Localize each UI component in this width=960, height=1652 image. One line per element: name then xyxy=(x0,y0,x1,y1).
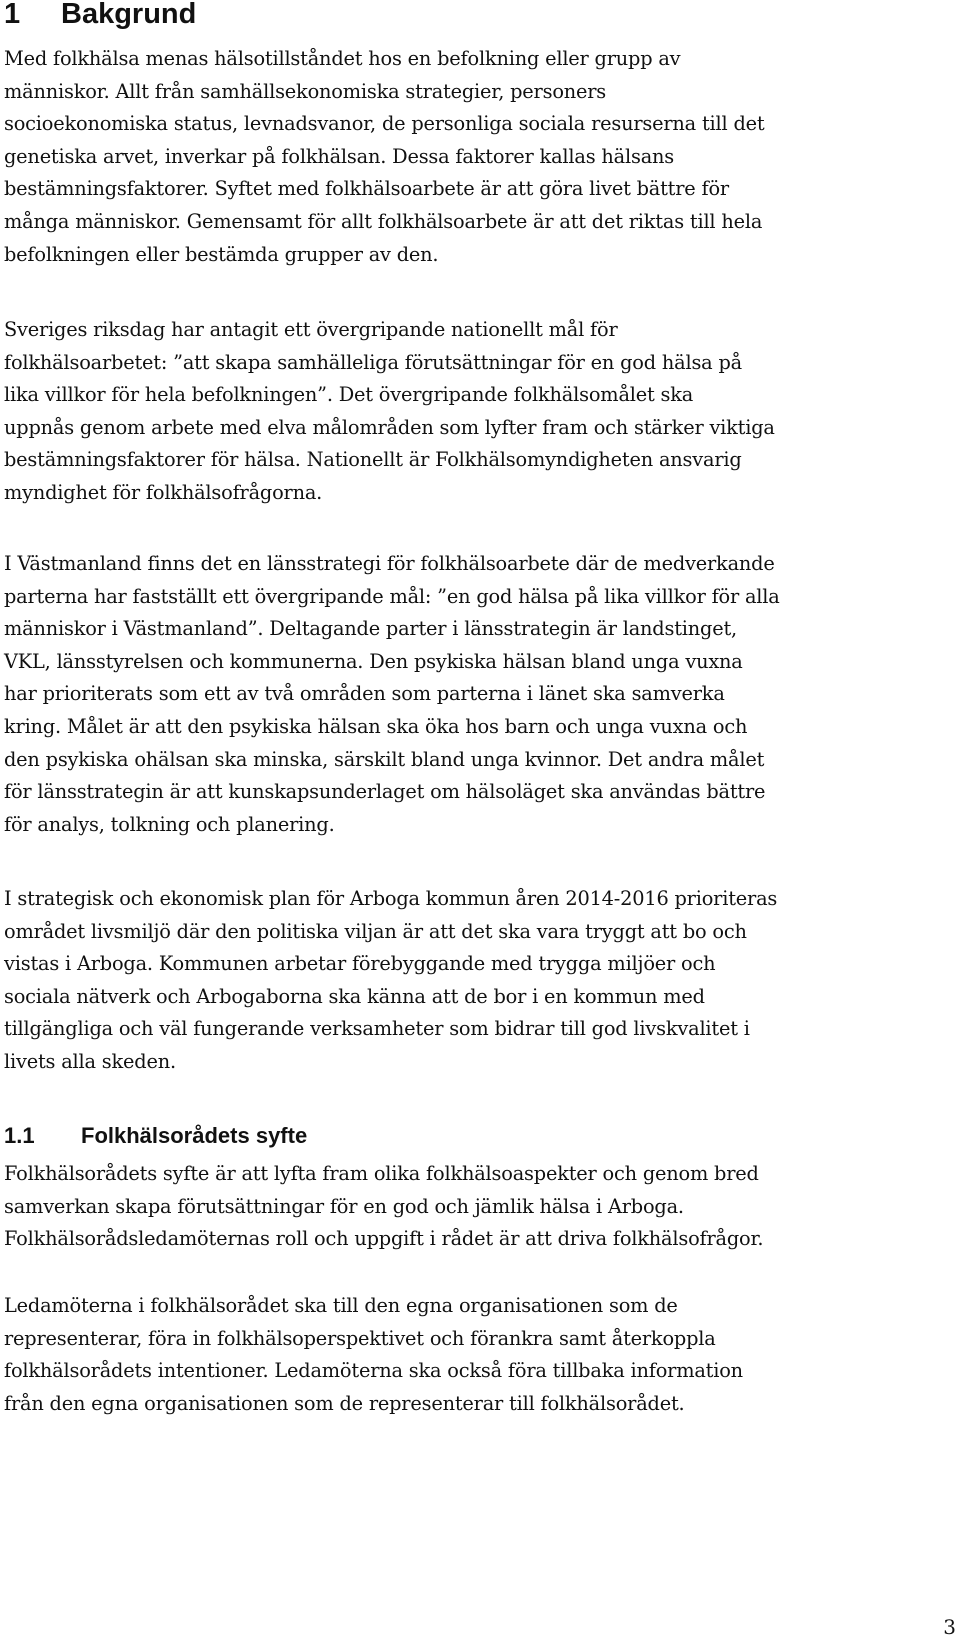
section-title: Bakgrund xyxy=(61,0,197,30)
text-line: bestämningsfaktorer för hälsa. Nationellt är Folkhälsomyndigheten ansvarig xyxy=(4,448,742,472)
text-line: den psykiska ohälsan ska minska, särskilt bland unga kvinnor. Det andra målet xyxy=(4,747,765,771)
text-line: många människor. Gemensamt för allt folkhälsoarbete är att det riktas till hela xyxy=(4,209,763,233)
paragraph-lansstrategi xyxy=(4,548,956,841)
text-line: I strategisk och ekonomisk plan för Arboga kommun åren 2014-2016 prioriteras xyxy=(4,887,778,910)
paragraph-radets-syfte xyxy=(4,1158,956,1256)
paragraph-arboga-plan xyxy=(4,883,956,1079)
text-line: kring. Målet är att den psykiska hälsan ska öka hos barn och unga vuxna och xyxy=(4,714,748,738)
text-line: socioekonomiska status, levnadsvanor, de personliga sociala resurserna till det xyxy=(4,112,765,136)
text-line: samverkan skapa förutsättningar för en god och jämlik hälsa i Arboga. xyxy=(4,1194,684,1218)
page-number: 3 xyxy=(943,1615,956,1639)
text-line: området livsmiljö där den politiska viljan är att det ska vara tryggt att bo och xyxy=(4,919,747,943)
text-line: människor. Allt från samhällsekonomiska strategier, personers xyxy=(4,79,607,103)
text-line: har prioriterats som ett av två områden som parterna i länet ska samverka xyxy=(4,682,725,706)
text-line: från den egna organisationen som de representerar till folkhälsorådet. xyxy=(4,1391,685,1415)
paragraph-ledamoterna xyxy=(4,1290,956,1420)
text-line: för länsstrategin är att kunskapsunderlaget om hälsoläget ska användas bättre xyxy=(4,780,766,804)
text-line: genetiska arvet, inverkar på folkhälsan. Dessa faktorer kallas hälsans xyxy=(4,144,675,168)
text-line: I Västmanland finns det en länsstrategi för folkhälsoarbete där de medverkande xyxy=(4,552,775,575)
text-line: Med folkhälsa menas hälsotillståndet hos en befolkning eller grupp av xyxy=(4,47,681,70)
text-line: myndighet för folkhälsofrågorna. xyxy=(4,480,323,504)
text-line: för analys, tolkning och planering. xyxy=(4,812,335,836)
text-line: människor i Västmanland”. Deltagande parter i länsstrategin är landstinget, xyxy=(4,617,737,641)
paragraph-folkhalsa-definition xyxy=(4,43,956,271)
subsection-heading xyxy=(4,1121,307,1151)
section-number: 1 xyxy=(4,0,21,30)
text-line: folkhälsorådets intentioner. Ledamöterna ska också föra tillbaka information xyxy=(4,1359,743,1383)
text-line: representerar, föra in folkhälsoperspektivet och förankra samt återkoppla xyxy=(4,1326,716,1350)
text-line: uppnås genom arbete med elva målområden som lyfter fram och stärker viktiga xyxy=(4,415,775,439)
text-line: tillgängliga och väl fungerande verksamheter som bidrar till god livskvalitet i xyxy=(4,1017,750,1041)
subsection-number: 1.1 xyxy=(4,1123,35,1148)
text-line: Sveriges riksdag har antagit ett övergripande nationellt mål för xyxy=(4,318,618,341)
text-line: bestämningsfaktorer. Syftet med folkhälsoarbete är att göra livet bättre för xyxy=(4,177,729,201)
text-line: Folkhälsorådets syfte är att lyfta fram olika folkhälsoaspekter och genom bred xyxy=(4,1162,759,1185)
text-line: Folkhälsorådsledamöternas roll och uppgift i rådet är att driva folkhälsofrågor. xyxy=(4,1227,764,1251)
text-line: folkhälsoarbetet: ”att skapa samhälleliga förutsättningar för en god hälsa på xyxy=(4,350,742,374)
text-line: VKL, länsstyrelsen och kommunerna. Den psykiska hälsan bland unga vuxna xyxy=(4,649,743,673)
text-line: lika villkor för hela befolkningen”. Det övergripande folkhälsomålet ska xyxy=(4,383,694,407)
text-line: livets alla skeden. xyxy=(4,1049,176,1073)
text-line: sociala nätverk och Arbogaborna ska känna att de bor i en kommun med xyxy=(4,984,705,1008)
text-line: Ledamöterna i folkhälsorådet ska till den egna organisationen som de xyxy=(4,1294,678,1317)
text-line: parterna har fastställt ett övergripande mål: ”en god hälsa på lika villkor för alla xyxy=(4,584,780,608)
subsection-title: Folkhälsorådets syfte xyxy=(81,1123,308,1148)
section-heading xyxy=(4,0,196,34)
text-line: befolkningen eller bestämda grupper av den. xyxy=(4,242,439,266)
paragraph-national-goal xyxy=(4,314,956,510)
text-line: vistas i Arboga. Kommunen arbetar förebyggande med trygga miljöer och xyxy=(4,952,716,976)
